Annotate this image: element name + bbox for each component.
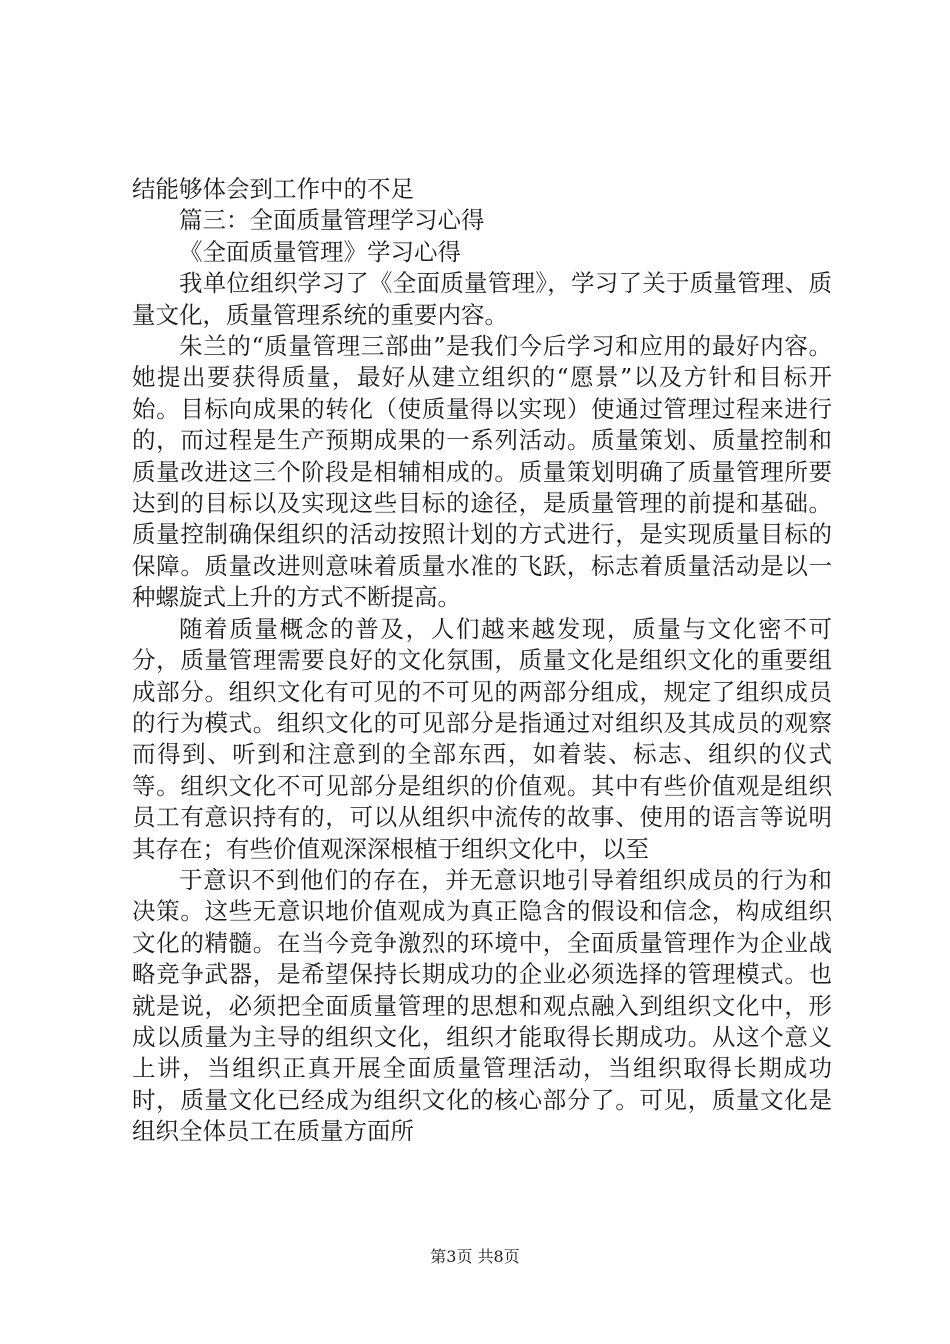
- paragraph: 我单位组织学习了《全面质量管理》，学习了关于质量管理、质量文化，质量管理系统的重要内容。: [132, 269, 832, 329]
- paragraph: 于意识不到他们的存在，并无意识地引导着组织成员的行为和决策。这些无意识地价值观成为真正隐含的假设和信念，构成组织文化的精髓。在当今竞争激烈的环境中，全面质量管理作为企业战略竞争武器，是希望保持长期成功的企业必须选择的管理模式。也就是说，必须把全面质量管理的思想和观点融入到组织文化中，形成以质量为主导的组织文化，组织才能取得长期成功。从这个意义上讲，当组织正真开展全面质量管理活动，当组织取得长期成功时，质量文化已经成为组织文化的核心部分了。可见，质量文化是组织全体员工在质量方面所: [132, 865, 832, 1146]
- paragraph: 随着质量概念的普及，人们越来越发现，质量与文化密不可分，质量管理需要良好的文化氛围，质量文化是组织文化的重要组成部分。组织文化有可见的不可见的两部分组成，规定了组织成员的行为模式。组织文化的可见部分是指通过对组织及其成员的观察而得到、听到和注意到的全部东西，如着装、标志、组织的仪式等。组织文化不可见部分是组织的价值观。其中有些价值观是组织员工有意识持有的，可以从组织中流传的故事、使用的语言等说明其存在；有些价值观深深根植于组织文化中，以至: [132, 614, 832, 863]
- section-heading: 篇三：全面质量管理学习心得: [179, 206, 485, 235]
- paragraph: 朱兰的“质量管理三部曲”是我们今后学习和应用的最好内容。她提出要获得质量，最好从建立组织的“愿景”以及方针和目标开始。目标向成果的转化（使质量得以实现）使通过管理过程来进行的，而过程是生产预期成果的一系列活动。质量策划、质量控制和质量改进这三个阶段是相辅相成的。质量策划明确了质量管理所要达到的目标以及实现这些目标的途径，是质量管理的前提和基础。质量控制确保组织的活动按照计划的方式进行，是实现质量目标的保障。质量改进则意味着质量水准的飞跃，标志着质量活动是以一种螺旋式上升的方式不断提高。: [132, 332, 832, 612]
- paragraph-continuation: 结能够体会到工作中的不足: [132, 175, 414, 203]
- article-title: 《全面质量管理》学习心得: [179, 237, 461, 266]
- document-body: [132, 174, 832, 1148]
- page-footer: 第3页 共8页: [430, 1247, 520, 1266]
